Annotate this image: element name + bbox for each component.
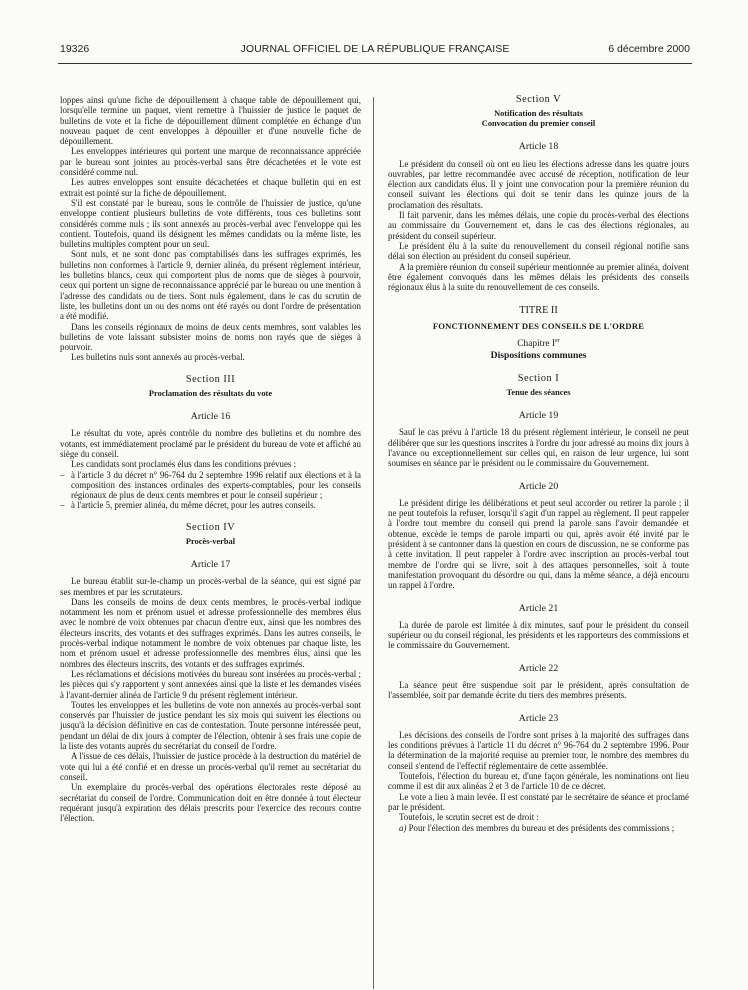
section-heading: Section IV (185, 521, 236, 533)
article-heading: Article 22 (518, 662, 559, 674)
section-title: Proclamation des résultats du vote (148, 389, 273, 399)
list-item-text: à l'article 3 du décret n° 96-764 du 2 septembre 1996 relatif aux élections et à la composition des instances ordinales des experts-comptables, pour les conseils régionaux de plus de deux cents membres et pour le conseil supérieur ; (71, 469, 361, 501)
paragraph: Les réclamations et décisions motivées du bureau sont insérées au procès-verbal ; les pièces qui s'y rapportent y sont annexées ainsi que la liste et les demandes visées à l'avant-dernier alinéa de l'article 9 du présent règlement intérieur. (60, 668, 361, 700)
column-divider (373, 97, 374, 989)
paragraph: Dans les conseils régionaux de moins de deux cents membres, sont valables les bulletins de vote laissant subsister moins de noms non rayés que de sièges à pourvoir. (60, 321, 361, 353)
section-title: Tenue des séances (506, 388, 571, 398)
paragraph: Le bureau établit sur-le-champ un procès-verbal de la séance, qui est signé par ses membres et par les scrutateurs. (60, 576, 361, 597)
section-subtitle: Convocation du premier conseil (481, 119, 596, 129)
paragraph: La durée de parole est limitée à dix minutes, sauf pour le président du conseil supérieur ou du conseil régional, les présidents et les rapporteurs des commissions et le commissaire du Gouvernement. (388, 619, 689, 651)
article-heading: Article 18 (518, 141, 559, 153)
list-item-text: Pour l'élection des membres du bureau et des présidents des commissions ; (408, 822, 675, 833)
dash-marker: – (60, 500, 65, 511)
section-title: Procès-verbal (185, 536, 236, 546)
chapter-label: Chapitre I (517, 339, 556, 350)
paragraph: Un exemplaire du procès-verbal des opérations électorales reste déposé au secrétariat du conseil de l'ordre. Communication doit en être donnée à tout électeur requérant jusqu'à expiration des délais prescrits pour l'exercice des recours contre l'élection. (60, 782, 361, 824)
section-heading: Section V (515, 94, 562, 105)
article-heading: Article 20 (518, 480, 559, 492)
issue-date: 6 décembre 2000 (608, 43, 690, 55)
paragraph: A la première réunion du conseil supérieur mentionnée au premier alinéa, doivent être également convoqués dans les mêmes délais les présidents des conseils régionaux élus à la suite du renouvellement de ces conseils. (388, 261, 689, 293)
list-item (388, 823, 689, 833)
item-marker: a) (399, 822, 407, 833)
paragraph: loppes ainsi qu'une fiche de dépouillement à chaque table de dépouillement qui, lorsqu'elle termine un paquet, vient remettre à l'huissier de justice le paquet de bulletins de vote et la fiche de dépouillement dûment complétée en échange d'un nouveau paquet de cent enveloppes à dépouiller et d'une nouvelle fiche de dépouillement. (60, 95, 361, 147)
article-heading: Article 21 (518, 602, 559, 614)
paragraph: Le président dirige les délibérations et peut seul accorder ou retirer la parole ; il ne peut toutefois la refuser, lorsqu'il s'agit d'un rappel au règlement. Il peut rappeler à l'ordre tout membre du conseil qui prend la parole sans l'avoir demandée et obtenue, excède le temps de parole imparti ou qui, après avoir été invité par le président à se cantonner dans la question en cours de discussion, ne se conforme pas à cette invitation. Il peut rappeler à l'ordre avec inscription au procès-verbal tout membre de l'ordre qui se livre, soit à des attaques personnelles, soit à toute manifestation provoquant du désordre ou qui, dans la même séance, a déjà encouru un rappel à l'ordre. (388, 497, 689, 591)
title-name: FONCTIONNEMENT DES CONSEILS DE L'ORDRE (432, 320, 645, 331)
header-rule (58, 63, 692, 64)
paragraph: Le résultat du vote, après contrôle du nombre des bulletins et du nombre des votants, est immédiatement proclamé par le président du bureau de vote et affiché au siège du conseil. (60, 428, 361, 459)
paragraph: Les autres enveloppes sont ensuite décachetées et chaque bulletin qui en est extrait est pointé sur la fiche de dépouillement. (60, 177, 361, 198)
article-heading: Article 16 (190, 411, 231, 423)
article-heading: Article 17 (190, 558, 231, 570)
chapter-title: Dispositions communes (490, 350, 587, 362)
paragraph: S'il est constaté par le bureau, sous le contrôle de l'huissier de justice, qu'une enveloppe contient plusieurs bulletins de vote différents, tous ces bulletins sont considérés comme nuls ; ils sont annexés au procès-verbal avec l'enveloppe qui les contient. Toutefois, quand ils désignent les mêmes candidats ou la même liste, les bulletins multiples comptent pour un seul. (60, 197, 361, 250)
paragraph: Toutefois, l'élection du bureau et, d'une façon générale, les nominations ont lieu comme il est dit aux alinéas 2 et 3 de l'article 10 de ce décret. (388, 771, 689, 792)
paragraph: Dans les conseils de moins de deux cents membres, le procès-verbal indique notamment les nom et prénom usuel et adresse professionnelle des membres élus avec le nombre de voix obtenues par chacun d'entre eux, ainsi que les nombres des électeurs inscrits, des votants et des suffrages exprimés. Dans les autres conseils, le procès-verbal indique notamment le nombre de voix obtenues par chaque liste, les nom et prénom usuel et adresse professionnelle des membres élus, ainsi que les nombres des électeurs inscrits, des votants et des suffrages exprimés. (60, 596, 361, 669)
list-item (60, 470, 361, 501)
section-heading: Section III (185, 373, 236, 385)
chapter-ordinal: er (555, 338, 560, 345)
paragraph: Le président élu à la suite du renouvellement du conseil régional notifie sans délai son élection au président du conseil supérieur. (388, 240, 689, 262)
paragraph: Sont nuls, et ne sont donc pas comptabilisés dans les suffrages exprimés, les bulletins non conformes à l'article 9, dernier alinéa, du présent règlement intérieur, les bulletins blancs, ceux qui comportent plus de noms que de sièges à pourvoir, ceux qui portent un signe de reconnaissance apprécié par le bureau ou une mention à l'adresse des candidats ou de tiers. Sont nuls également, dans le cas du scrutin de liste, les bulletins dont un ou des noms ont été rayés ou dont l'ordre de présentation a été modifié. (60, 249, 361, 322)
list-item-text: à l'article 5, premier alinéa, du même décret, pour les autres conseils. (71, 500, 316, 511)
section-title: Notification des résultats (494, 109, 583, 119)
article-heading: Article 23 (518, 712, 559, 724)
title-heading: TITRE II (519, 305, 558, 317)
paragraph: Les candidats sont proclamés élus dans les conditions prévues : (71, 459, 297, 470)
list-item (60, 500, 361, 510)
paragraph: Les bulletins nuls sont annexés au procès-verbal. (71, 352, 245, 363)
left-column (60, 95, 361, 823)
paragraph: Les décisions des conseils de l'ordre sont prises à la majorité des suffrages dans les conditions prévues à l'article 11 du décret n° 96-764 du 2 septembre 1996. Pour la détermination de la majorité requise au premier tour, le nombre des membres du conseil s'entend de l'effectif réglementaire de cette assemblée. (388, 729, 689, 771)
paragraph: Toutes les enveloppes et les bulletins de vote non annexés au procès-verbal sont conservés par l'huissier de justice pendant les six mois qui suivent les élections ou jusqu'à la décision définitive en cas de contestation. Toute personne intéressée peut, pendant un délai de dix jours à compter de l'élection, obtenir à ses frais une copie de la liste des votants auprès du secrétariat du conseil de l'ordre. (60, 699, 361, 752)
chapter-heading (388, 336, 689, 349)
dash-marker: – (60, 469, 65, 480)
paragraph: Les enveloppes intérieures qui portent une marque de reconnaissance appréciée par le bureau sont jointes au procès-verbal sans être décachetées et le vote est considéré comme nul. (60, 146, 361, 178)
paragraph: Sauf le cas prévu à l'article 18 du présent règlement intérieur, le conseil ne peut délibérer que sur les questions inscrites à l'ordre du jour adressé au moins dix jours à l'avance ou exceptionnellement sur celles qui, en raison de leur urgence, lui sont soumises en séance par le président ou le commissaire du Gouvernement. (388, 427, 689, 469)
paragraph: Le vote a lieu à main levée. Il est constaté par le secrétaire de séance et proclamé par le président. (388, 791, 689, 812)
journal-title: JOURNAL OFFICIEL DE LA RÉPUBLIQUE FRANÇAISE (240, 43, 510, 55)
condition-list (60, 470, 361, 511)
page-header (60, 43, 690, 63)
paragraph: A l'issue de ces délais, l'huissier de justice procède à la destruction du matériel de vote qui lui a été confié et en dresse un procès-verbal qu'il remet au secrétariat du conseil. (60, 751, 361, 782)
paragraph: La séance peut être suspendue soit par le président, après consultation de l'assemblée, soit par demande écrite du tiers des membres présents. (388, 680, 689, 701)
paragraph: Le président du conseil où ont eu lieu les élections adresse dans les quatre jours ouvrables, par lettre recommandée avec accusé de réception, notification de leur élection aux candidats élus. Il y joint une convocation pour la première réunion du conseil suivant les élections qui doit se tenir dans les quinze jours de la proclamation des résultats. (388, 158, 689, 210)
right-column (388, 95, 689, 833)
paragraph: Toutefois, le scrutin secret est de droit : (399, 812, 539, 823)
section-heading: Section I (517, 372, 560, 384)
article-heading: Article 19 (518, 410, 559, 422)
paragraph: Il fait parvenir, dans les mêmes délais, une copie du procès-verbal des élections au commissaire du Gouvernement et, dans le cas des élections régionales, au président du conseil supérieur. (388, 210, 689, 241)
page-number: 19326 (60, 43, 90, 55)
